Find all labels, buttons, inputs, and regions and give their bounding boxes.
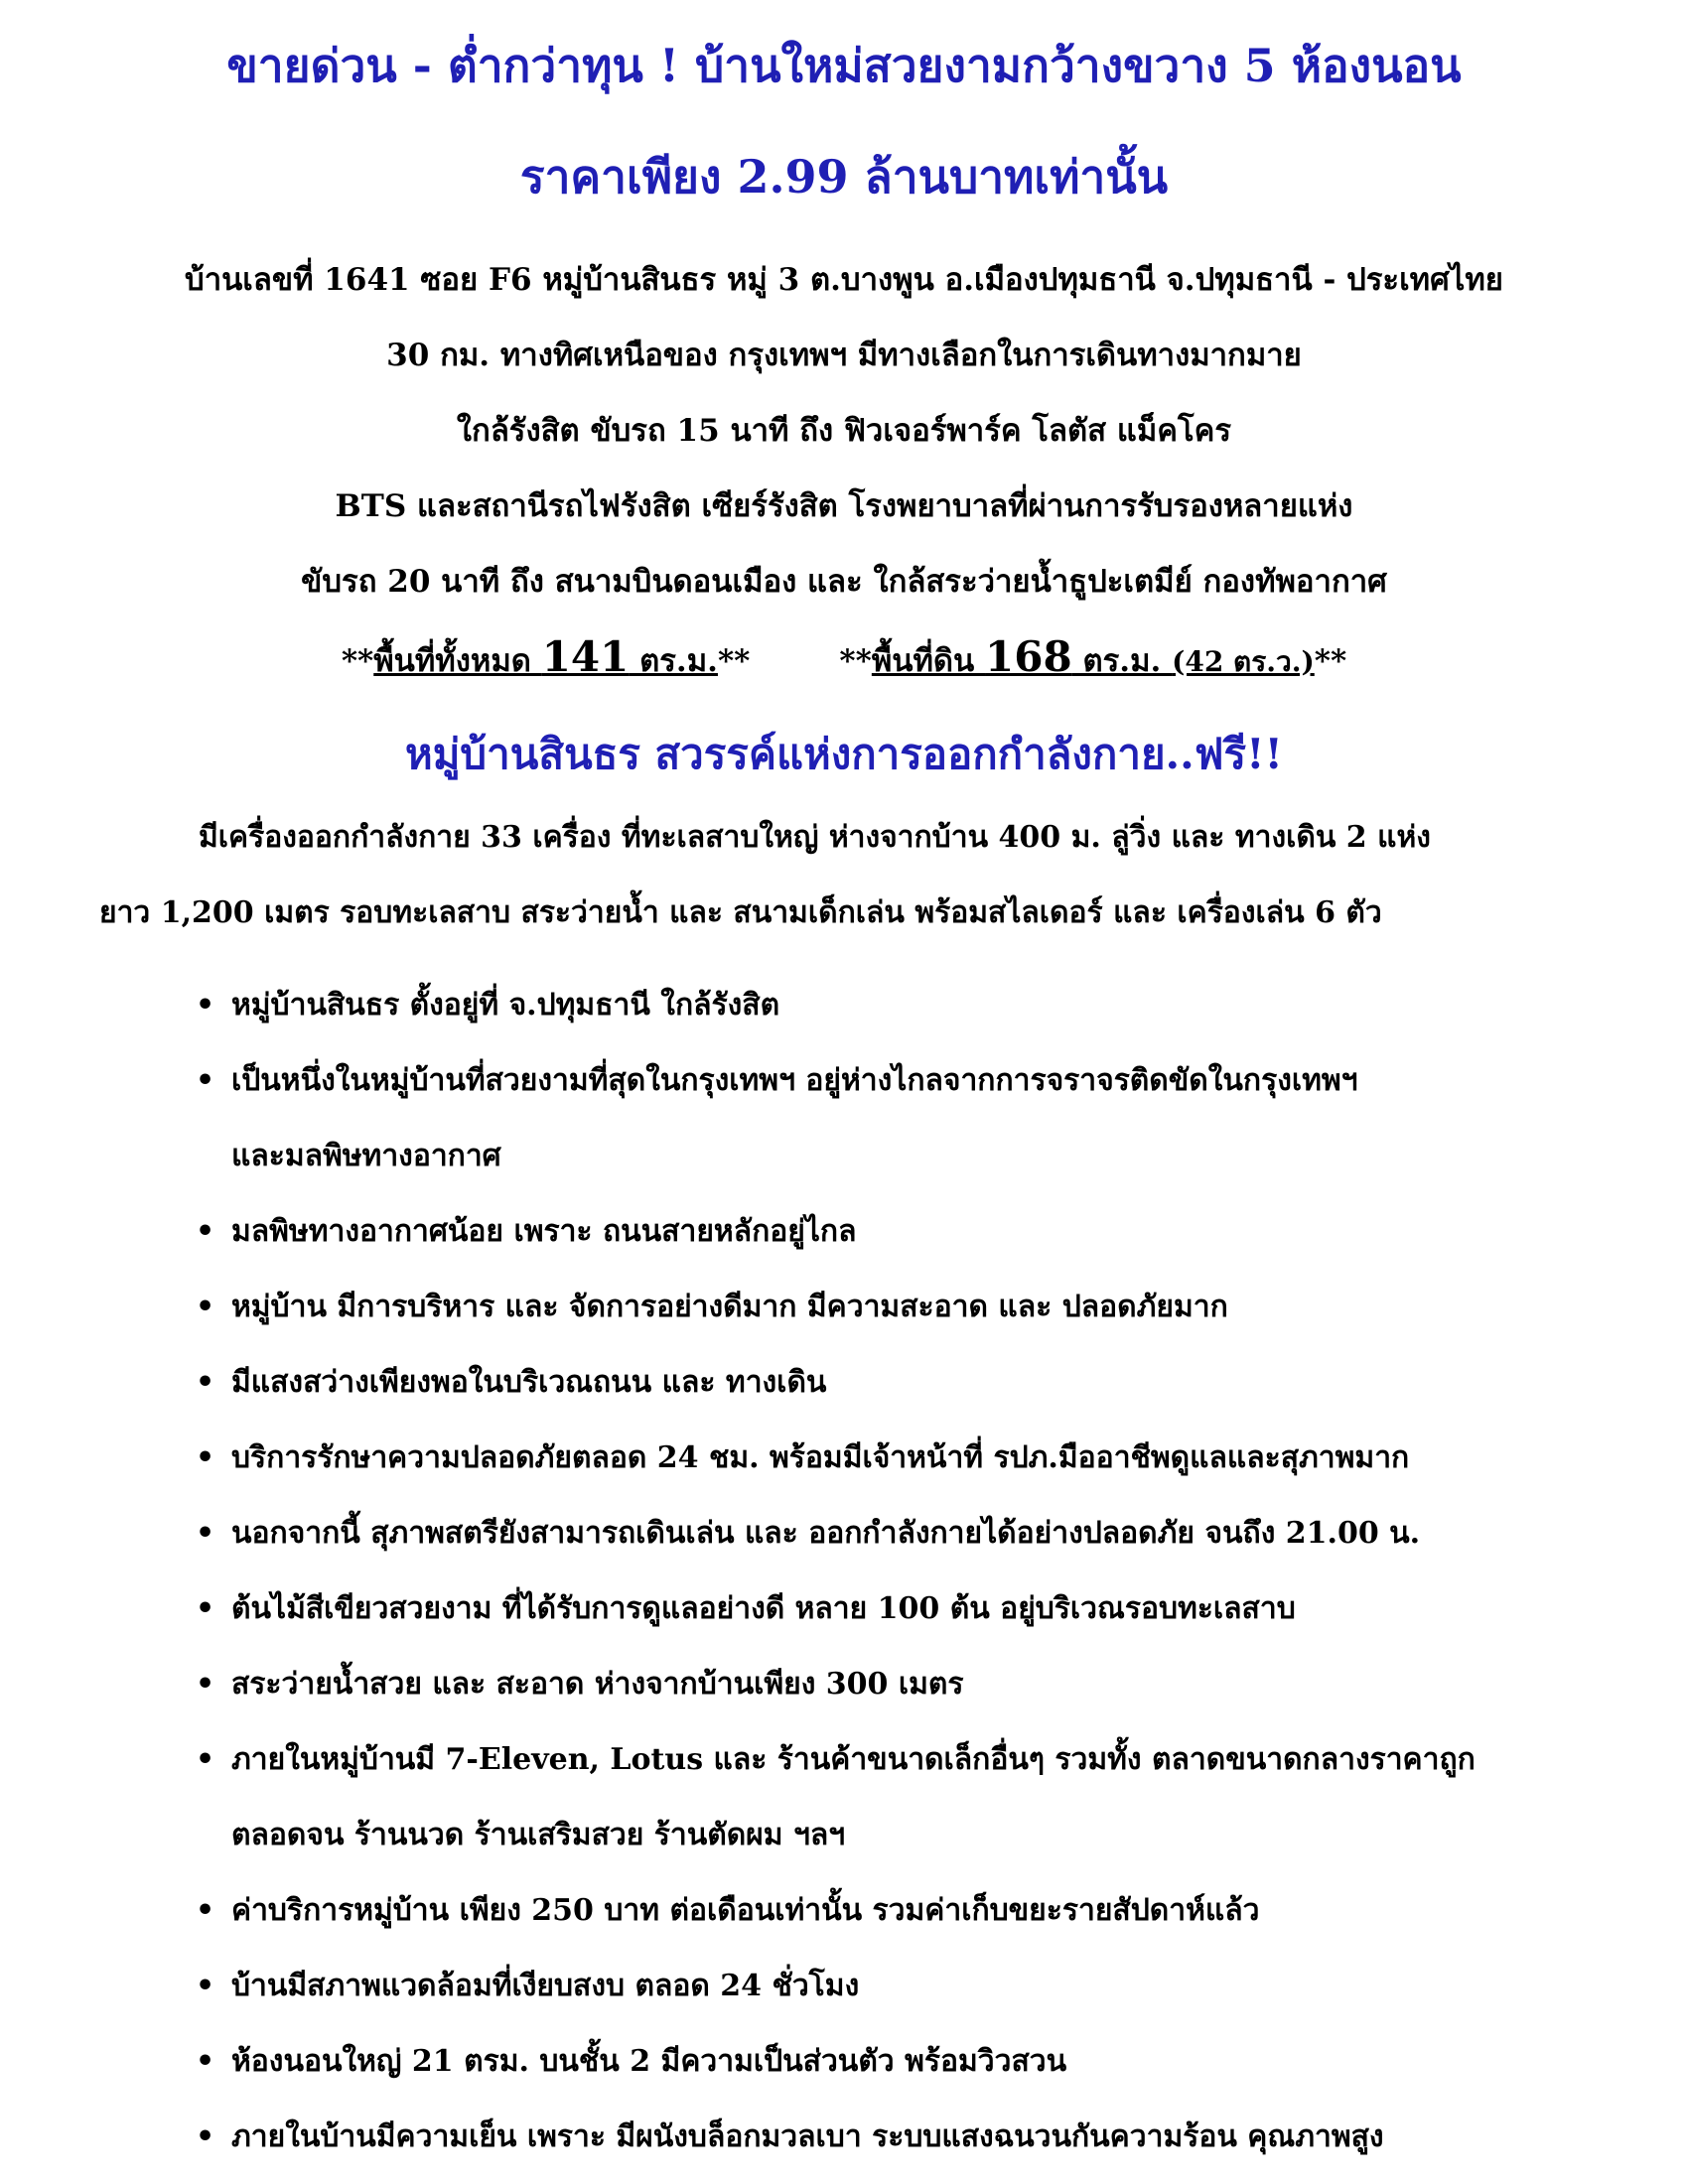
list-item: • มีแสงสว่างเพียงพอในบริเวณถนน และ ทางเดิน [194,1345,1653,1421]
location-transport: BTS และสถานีรถไฟรังสิต เซียร์รังสิต โรงพยาบาลที่ผ่านการรับรองหลายแห่ง [335,488,1353,524]
bullet-icon: • [196,2119,215,2154]
area-total-value: 141 [541,632,630,681]
location-address: บ้านเลขที่ 1641 ซอย F6 หมู่บ้านสินธร หมู่ 3 ต.บางพูน อ.เมืองปทุมธานี จ.ปทุมธานี - ประเทศไทย [185,262,1503,298]
area-land: **พื้นที่ดิน 168 ตร.ม. (42 ตร.ว.)** [839,632,1347,681]
bullet-icon: • [196,2044,215,2079]
intro-paragraph-line2: ยาว 1,200 เมตร รอบทะเลสาบ สระว่ายน้ำ และ สนามเด็กเล่น พร้อมสไลเดอร์ และ เครื่องเล่น 6 ตัว [99,895,1382,930]
bullet-icon: • [196,1969,215,2003]
list-item: • มลพิษทางอากาศน้อย เพราะ ถนนสายหลักอยู่ไกล [194,1194,1653,1270]
list-item: • หมู่บ้าน มีการบริหาร และ จัดการอย่างดีมาก มีความสะอาด และ ปลอดภัยมาก [194,1270,1653,1345]
bullet-icon: • [196,1667,215,1702]
bullet-icon: • [196,1440,215,1475]
location-distance: 30 กม. ทางทิศเหนือของ กรุงเทพฯ มีทางเลือกในการเดินทางมากมาย [386,338,1302,373]
list-item: • ภายในบ้านมีความเย็น เพราะ มีผนังบล็อกมวลเบา ระบบแสงฉนวนกันความร้อน คุณภาพสูง [194,2100,1653,2175]
feature-list [194,968,1653,2175]
list-item: • เป็นหนึ่งในหมู่บ้านที่สวยงามที่สุดในกรุงเทพฯ อยู่ห่างไกลจากการจราจรติดขัดในกรุงเทพฯ และมลพิษทางอากาศ [194,1043,1653,1194]
location-airport: ขับรถ 20 นาที ถึง สนามบินดอนเมือง และ ใกล้สระว่ายน้ำธูปะเตมีย์ กองทัพอากาศ [301,564,1387,600]
bullet-icon: • [196,1290,215,1324]
list-item: • บ้านมีสภาพแวดล้อมที่เงียบสงบ ตลอด 24 ชั่วโมง [194,1949,1653,2024]
list-item: • บริการรักษาความปลอดภัยตลอด 24 ชม. พร้อมมีเจ้าหน้าที่ รปภ.มืออาชีพดูแลและสุภาพมาก [194,1421,1653,1496]
bullet-icon: • [196,1214,215,1249]
list-item: • หมู่บ้านสินธร ตั้งอยู่ที่ จ.ปทุมธานี ใกล้รังสิต [194,968,1653,1043]
bullet-icon: • [196,1063,215,1098]
bullet-icon: • [196,1893,215,1928]
list-item: • ค่าบริการหมู่บ้าน เพียง 250 บาท ต่อเดือนเท่านั้น รวมค่าเก็บขยะรายสัปดาห์แล้ว [194,1873,1653,1949]
area-land-value: 168 [985,632,1072,681]
location-rangsit: ใกล้รังสิต ขับรถ 15 นาที ถึง ฟิวเจอร์พาร์ค โลตัส แม็คโคร [456,413,1232,449]
intro-paragraph-line1: มีเครื่องออกกำลังกาย 33 เครื่อง ที่ทะเลสาบใหญ่ ห่างจากบ้าน 400 ม. ลู่วิ่ง และ ทางเดิน 2 แห่ง [199,820,1431,855]
list-item: • ภายในหมู่บ้านมี 7-Eleven, Lotus และ ร้านค้าขนาดเล็กอื่นๆ รวมทั้ง ตลาดขนาดกลางราคาถูก ตลอดจน ร้านนวด ร้านเสริมสวย ร้านตัดผม ฯลฯ [194,1722,1653,1873]
list-item: • นอกจากนี้ สุภาพสตรียังสามารถเดินเล่น และ ออกกำลังกายได้อย่างปลอดภัย จนถึง 21.00 น. [194,1496,1653,1571]
bullet-icon: • [196,1516,215,1551]
list-item: • ต้นไม้สีเขียวสวยงาม ที่ได้รับการดูแลอย่างดี หลาย 100 ต้น อยู่บริเวณรอบทะเลสาบ [194,1571,1653,1647]
list-item: • สระว่ายน้ำสวย และ สะอาด ห่างจากบ้านเพียง 300 เมตร [194,1647,1653,1722]
area-summary [0,633,1688,686]
bullet-icon: • [196,1365,215,1400]
list-item: • ห้องนอนใหญ่ 21 ตรม. บนชั้น 2 มีความเป็นส่วนตัว พร้อมวิวสวน [194,2024,1653,2100]
headline-sale: ขายด่วน - ต่ำกว่าทุน ! บ้านใหม่สวยงามกว้างขวาง 5 ห้องนอน [226,39,1462,92]
headline-price: ราคาเพียง 2.99 ล้านบาทเท่านั้น [519,150,1169,204]
bullet-icon: • [196,1591,215,1626]
bullet-icon: • [196,1742,215,1777]
village-subheading: หมู่บ้านสินธร สวรรค์แห่งการออกกำลังกาย..ฟรี!! [405,730,1283,778]
area-total: **พื้นที่ทั้งหมด 141 ตร.ม.** [341,632,751,681]
bullet-icon: • [196,988,215,1023]
